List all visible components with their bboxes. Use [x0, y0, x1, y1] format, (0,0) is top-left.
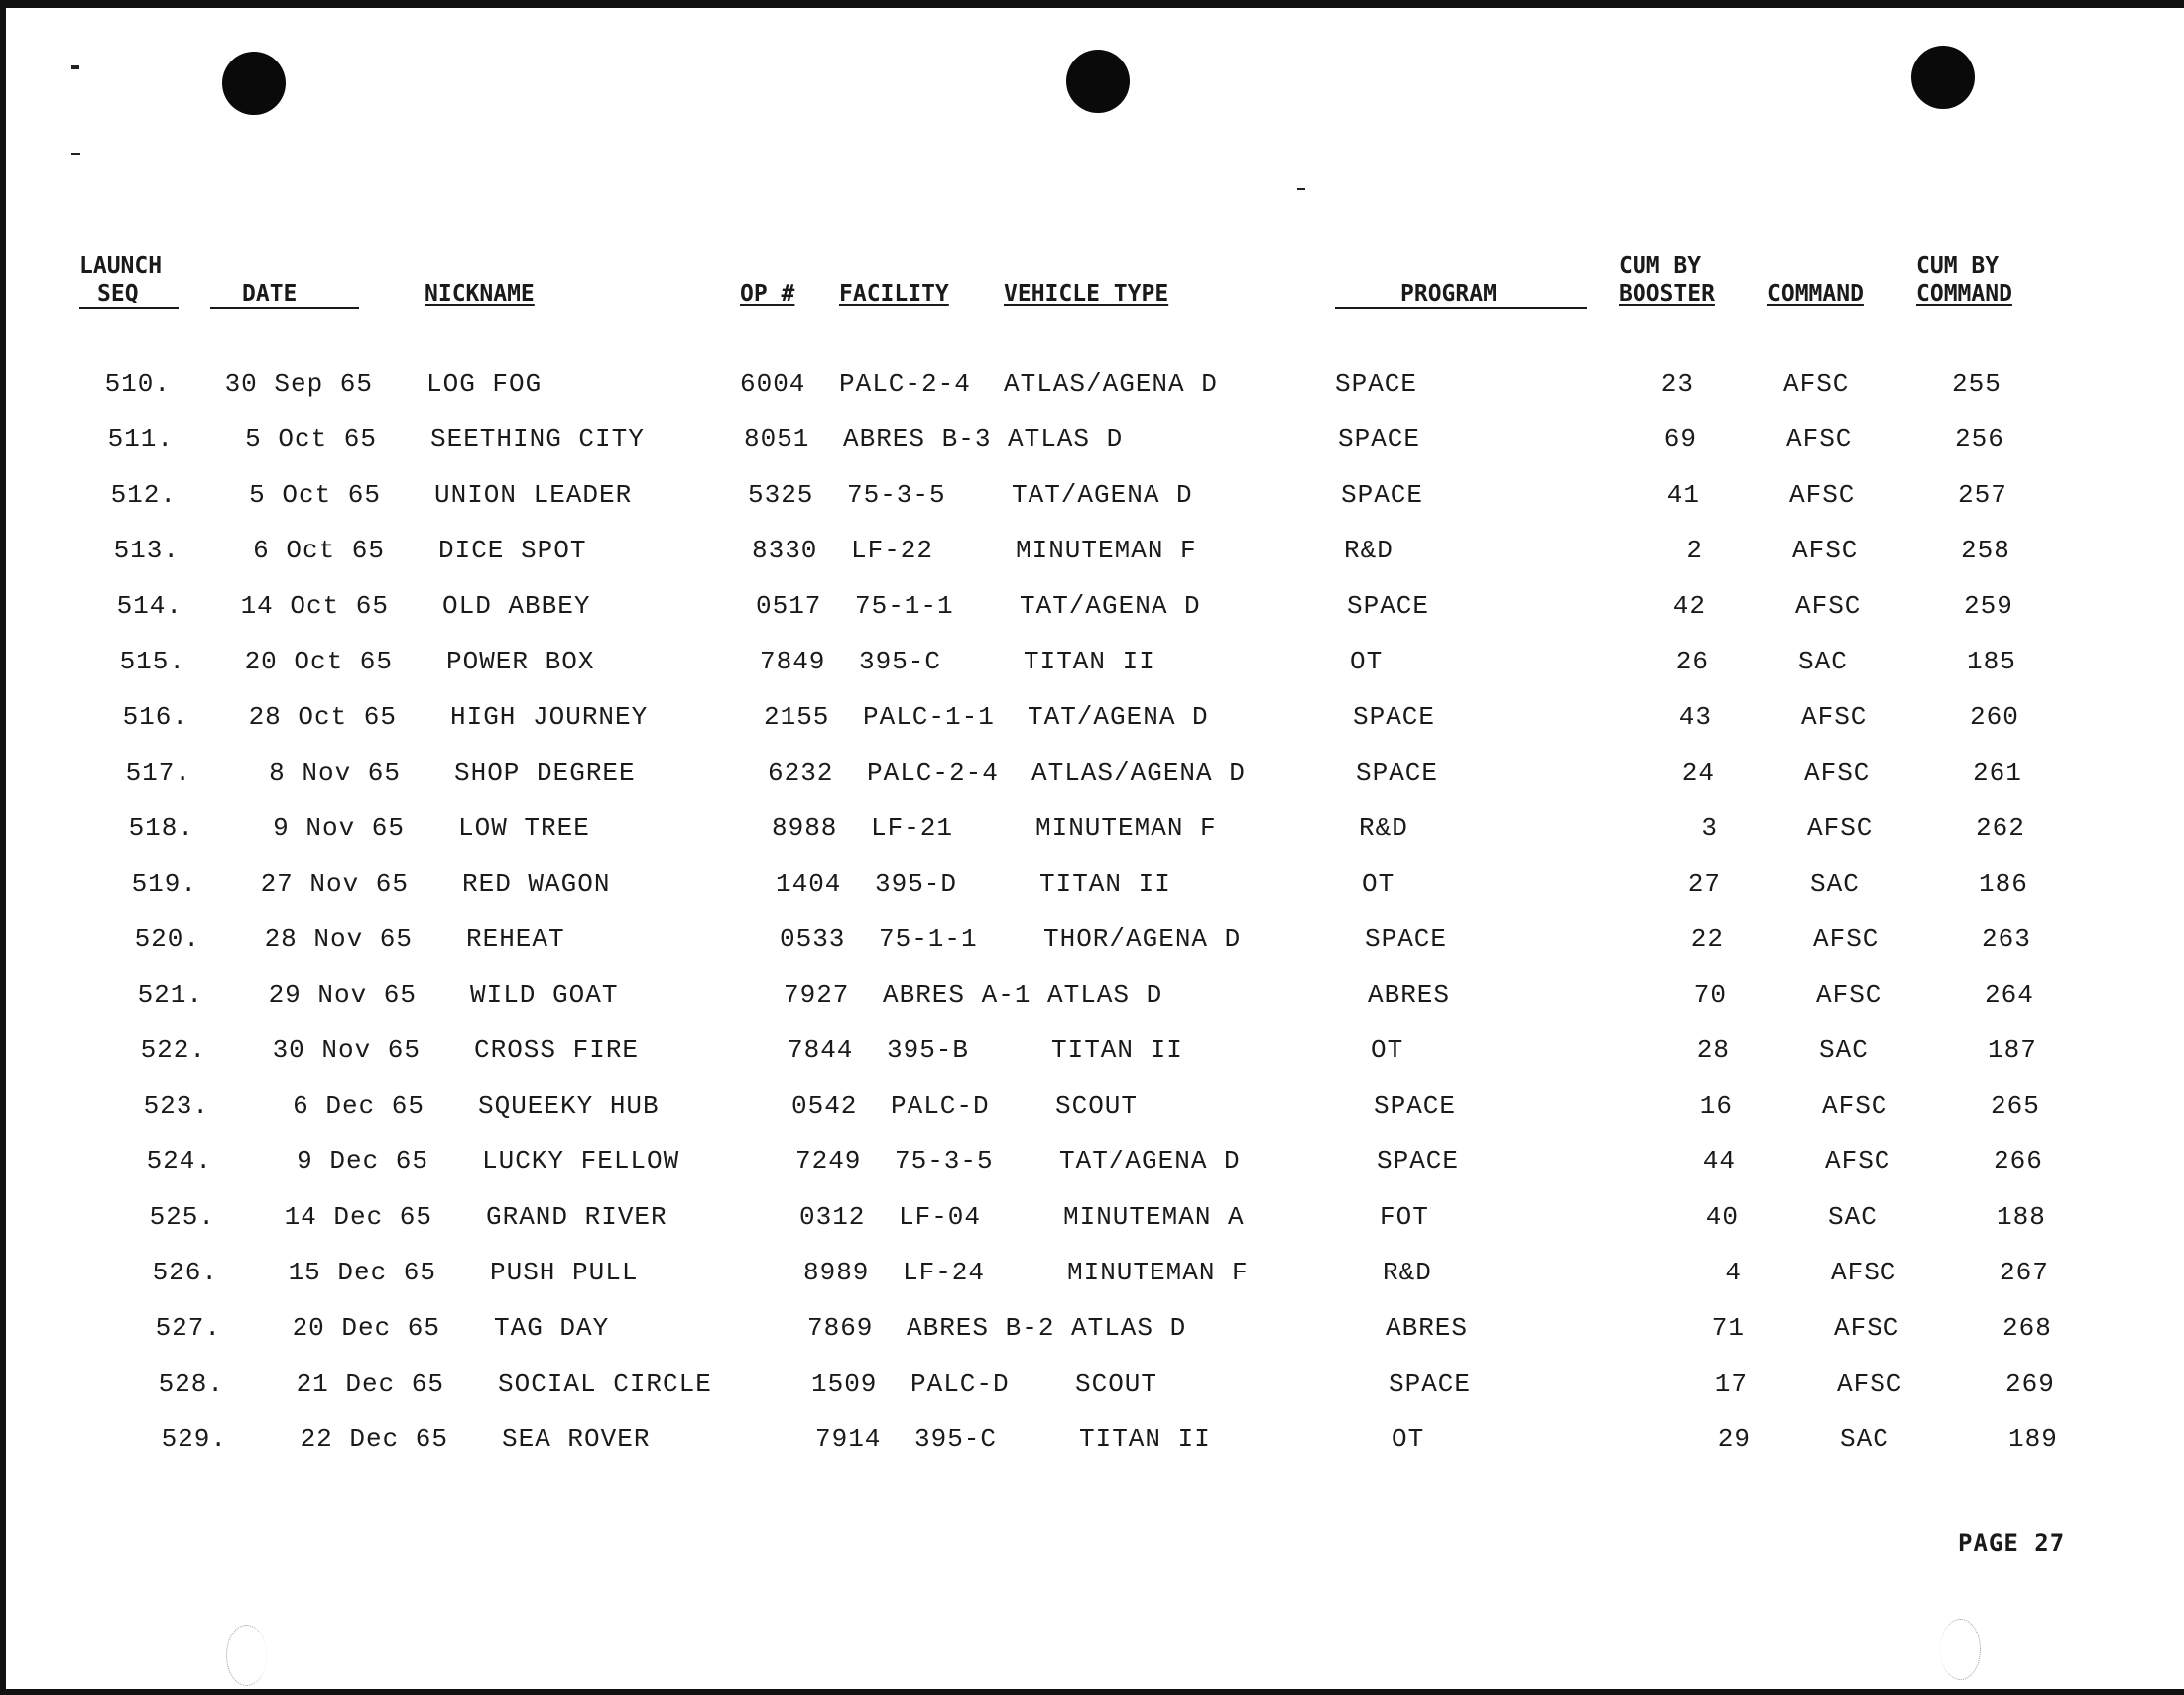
cell-op-number: 0517	[756, 591, 822, 621]
header-date: DATE	[242, 281, 298, 306]
cell-cum-by-command: 262	[1976, 813, 2025, 843]
cell-facility: 395-D	[875, 869, 958, 899]
cell-cum-by-command: 265	[1991, 1091, 2040, 1121]
cell-vehicle-type: TAT/AGENA D	[1028, 702, 1209, 732]
cell-nickname: CROSS FIRE	[474, 1035, 640, 1065]
cell-command: AFSC	[1831, 1258, 1897, 1287]
cell-nickname: LOW TREE	[458, 813, 590, 843]
table-row	[6, 423, 2184, 462]
cell-launch-seq: 523.	[143, 1091, 209, 1121]
cell-cum-by-command: 258	[1961, 536, 2010, 565]
cell-vehicle-type: TAT/AGENA D	[1020, 591, 1201, 621]
binding-arc-left	[226, 1625, 267, 1686]
cell-command: SAC	[1828, 1202, 1878, 1232]
cell-cum-by-command: 185	[1967, 647, 2016, 676]
cell-date: 27 Nov 65	[260, 869, 409, 899]
cell-op-number: 1404	[776, 869, 842, 899]
cell-program: ABRES	[1368, 980, 1451, 1010]
cell-facility: ABRES A-1	[883, 980, 1031, 1010]
cell-program: SPACE	[1356, 758, 1439, 787]
cell-op-number: 8989	[803, 1258, 870, 1287]
cell-op-number: 8051	[744, 424, 810, 454]
cell-date: 5 Oct 65	[245, 424, 377, 454]
cell-vehicle-type: TITAN II	[1024, 647, 1155, 676]
cell-cum-by-booster: 42	[1672, 591, 1706, 621]
cell-op-number: 2155	[764, 702, 830, 732]
cell-cum-by-booster: 2	[1686, 536, 1703, 565]
cell-nickname: HIGH JOURNEY	[450, 702, 649, 732]
cell-nickname: SHOP DEGREE	[454, 758, 636, 787]
cell-cum-by-booster: 23	[1660, 369, 1694, 399]
table-row	[6, 1200, 2184, 1240]
cell-command: AFSC	[1807, 813, 1874, 843]
cell-vehicle-type: SCOUT	[1075, 1369, 1158, 1398]
punch-hole-left	[222, 52, 286, 115]
cell-op-number: 7849	[760, 647, 826, 676]
cell-op-number: 7869	[807, 1313, 874, 1343]
cell-program: R&D	[1383, 1258, 1432, 1287]
cell-date: 21 Dec 65	[296, 1369, 444, 1398]
cell-cum-by-command: 255	[1952, 369, 2002, 399]
cell-op-number: 1509	[811, 1369, 878, 1398]
table-row	[6, 1367, 2184, 1406]
cell-vehicle-type: ATLAS/AGENA D	[1004, 369, 1218, 399]
cell-program: SPACE	[1338, 424, 1421, 454]
cell-date: 29 Nov 65	[268, 980, 417, 1010]
cell-vehicle-type: ATLAS D	[1008, 424, 1124, 454]
cell-vehicle-type: TITAN II	[1079, 1424, 1211, 1454]
table-row	[6, 645, 2184, 684]
binding-arc-right	[1940, 1619, 1981, 1680]
scan-speck	[71, 65, 79, 69]
cell-nickname: WILD GOAT	[470, 980, 619, 1010]
cell-launch-seq: 517.	[125, 758, 191, 787]
cell-nickname: TAG DAY	[494, 1313, 610, 1343]
cell-cum-by-booster: 71	[1711, 1313, 1745, 1343]
cell-program: SPACE	[1341, 480, 1424, 510]
cell-command: AFSC	[1795, 591, 1862, 621]
punch-hole-right	[1911, 46, 1975, 109]
cell-cum-by-command: 259	[1964, 591, 2013, 621]
cell-date: 20 Dec 65	[292, 1313, 440, 1343]
cell-command: AFSC	[1837, 1369, 1903, 1398]
cell-cum-by-booster: 3	[1701, 813, 1718, 843]
cell-cum-by-command: 261	[1973, 758, 2022, 787]
cell-command: AFSC	[1783, 369, 1850, 399]
cell-launch-seq: 524.	[146, 1147, 212, 1176]
cell-cum-by-booster: 40	[1705, 1202, 1739, 1232]
cell-cum-by-command: 257	[1958, 480, 2007, 510]
cell-facility: PALC-D	[910, 1369, 1010, 1398]
cell-facility: LF-22	[851, 536, 934, 565]
cell-date: 28 Nov 65	[264, 924, 413, 954]
cell-launch-seq: 519.	[131, 869, 197, 899]
header-vehicle-type: VEHICLE TYPE	[1004, 281, 1169, 306]
cell-op-number: 0533	[780, 924, 846, 954]
cell-launch-seq: 521.	[137, 980, 203, 1010]
cell-program: SPACE	[1365, 924, 1448, 954]
cell-program: R&D	[1344, 536, 1394, 565]
header-facility: FACILITY	[839, 281, 949, 306]
cell-command: SAC	[1819, 1035, 1869, 1065]
cell-nickname: UNION LEADER	[434, 480, 633, 510]
cell-nickname: DICE SPOT	[438, 536, 587, 565]
table-row	[6, 978, 2184, 1018]
cell-command: SAC	[1840, 1424, 1889, 1454]
cell-program: SPACE	[1389, 1369, 1472, 1398]
table-row	[6, 367, 2184, 407]
cell-program: SPACE	[1347, 591, 1430, 621]
cell-launch-seq: 528.	[158, 1369, 224, 1398]
cell-facility: 395-B	[887, 1035, 970, 1065]
cell-nickname: SOCIAL CIRCLE	[498, 1369, 712, 1398]
cell-nickname: SEA ROVER	[502, 1424, 651, 1454]
cell-vehicle-type: MINUTEMAN F	[1016, 536, 1197, 565]
cell-command: SAC	[1798, 647, 1848, 676]
scan-speck	[71, 153, 80, 155]
header-command: COMMAND	[1767, 281, 1864, 306]
cell-facility: PALC-2-4	[867, 758, 999, 787]
cell-facility: PALC-2-4	[839, 369, 971, 399]
cell-launch-seq: 520.	[134, 924, 200, 954]
cell-vehicle-type: TAT/AGENA D	[1059, 1147, 1241, 1176]
header-cum-by-booster: CUM BY BOOSTER	[1619, 253, 1715, 306]
cell-op-number: 5325	[748, 480, 814, 510]
punch-hole-center	[1066, 50, 1130, 113]
table-row	[6, 1256, 2184, 1295]
cell-cum-by-command: 263	[1982, 924, 2031, 954]
cell-nickname: RED WAGON	[462, 869, 611, 899]
cell-facility: PALC-D	[891, 1091, 990, 1121]
cell-date: 30 Nov 65	[272, 1035, 421, 1065]
cell-date: 6 Dec 65	[293, 1091, 425, 1121]
cell-facility: LF-04	[899, 1202, 982, 1232]
cell-nickname: LUCKY FELLOW	[482, 1147, 680, 1176]
cell-op-number: 7844	[788, 1035, 854, 1065]
cell-date: 22 Dec 65	[300, 1424, 448, 1454]
cell-program: OT	[1350, 647, 1384, 676]
cell-launch-seq: 525.	[149, 1202, 215, 1232]
cell-launch-seq: 516.	[122, 702, 188, 732]
cell-nickname: PUSH PULL	[490, 1258, 639, 1287]
cell-cum-by-booster: 16	[1699, 1091, 1733, 1121]
cell-cum-by-command: 188	[1997, 1202, 2046, 1232]
table-row	[6, 534, 2184, 573]
table-row	[6, 811, 2184, 851]
cell-cum-by-command: 186	[1979, 869, 2028, 899]
cell-program: OT	[1371, 1035, 1404, 1065]
cell-program: R&D	[1359, 813, 1408, 843]
header-rule-date	[210, 307, 359, 309]
table-row	[6, 1145, 2184, 1184]
cell-cum-by-booster: 69	[1663, 424, 1697, 454]
cell-op-number: 7927	[784, 980, 850, 1010]
table-row	[6, 756, 2184, 795]
header-program: PROGRAM	[1400, 281, 1497, 306]
cell-program: ABRES	[1386, 1313, 1469, 1343]
cell-cum-by-booster: 27	[1687, 869, 1721, 899]
cell-command: AFSC	[1786, 424, 1853, 454]
cell-op-number: 7249	[795, 1147, 862, 1176]
cell-cum-by-command: 269	[2005, 1369, 2055, 1398]
cell-cum-by-booster: 44	[1702, 1147, 1736, 1176]
cell-cum-by-booster: 29	[1717, 1424, 1751, 1454]
cell-cum-by-command: 268	[2002, 1313, 2052, 1343]
cell-op-number: 6232	[768, 758, 834, 787]
table-row	[6, 700, 2184, 740]
cell-cum-by-booster: 43	[1678, 702, 1712, 732]
cell-program: OT	[1392, 1424, 1425, 1454]
page-number: PAGE 27	[1958, 1529, 2066, 1557]
cell-facility: 395-C	[914, 1424, 998, 1454]
cell-nickname: REHEAT	[466, 924, 565, 954]
cell-vehicle-type: SCOUT	[1055, 1091, 1139, 1121]
cell-program: OT	[1362, 869, 1395, 899]
cell-cum-by-command: 264	[1985, 980, 2034, 1010]
cell-facility: LF-21	[871, 813, 954, 843]
cell-command: AFSC	[1792, 536, 1859, 565]
cell-command: AFSC	[1822, 1091, 1888, 1121]
cell-cum-by-command: 267	[2000, 1258, 2049, 1287]
table-row	[6, 867, 2184, 907]
cell-date: 6 Oct 65	[253, 536, 385, 565]
cell-vehicle-type: ATLAS D	[1071, 1313, 1187, 1343]
cell-cum-by-command: 256	[1955, 424, 2004, 454]
cell-date: 20 Oct 65	[244, 647, 393, 676]
cell-nickname: POWER BOX	[446, 647, 595, 676]
cell-command: AFSC	[1816, 980, 1882, 1010]
cell-cum-by-booster: 26	[1675, 647, 1709, 676]
cell-program: SPACE	[1377, 1147, 1460, 1176]
cell-cum-by-booster: 24	[1681, 758, 1715, 787]
cell-nickname: SEETHING CITY	[430, 424, 645, 454]
cell-vehicle-type: TITAN II	[1039, 869, 1171, 899]
cell-facility: 75-1-1	[879, 924, 978, 954]
cell-command: AFSC	[1825, 1147, 1891, 1176]
cell-cum-by-booster: 4	[1725, 1258, 1742, 1287]
cell-vehicle-type: MINUTEMAN A	[1063, 1202, 1245, 1232]
cell-program: FOT	[1380, 1202, 1429, 1232]
table-row	[6, 1089, 2184, 1129]
table-row	[6, 589, 2184, 629]
cell-cum-by-booster: 41	[1666, 480, 1700, 510]
cell-vehicle-type: THOR/AGENA D	[1043, 924, 1242, 954]
cell-cum-by-booster: 17	[1714, 1369, 1748, 1398]
cell-nickname: GRAND RIVER	[486, 1202, 667, 1232]
cell-date: 30 Sep 65	[224, 369, 373, 399]
cell-facility: LF-24	[903, 1258, 986, 1287]
header-rule-launch-seq	[79, 307, 179, 309]
cell-command: SAC	[1810, 869, 1860, 899]
cell-launch-seq: 510.	[104, 369, 171, 399]
cell-vehicle-type: MINUTEMAN F	[1035, 813, 1217, 843]
cell-vehicle-type: ATLAS/AGENA D	[1031, 758, 1246, 787]
cell-cum-by-command: 189	[2008, 1424, 2058, 1454]
cell-nickname: OLD ABBEY	[442, 591, 591, 621]
table-row	[6, 1311, 2184, 1351]
cell-vehicle-type: TAT/AGENA D	[1012, 480, 1193, 510]
scan-speck	[1297, 188, 1305, 190]
cell-command: AFSC	[1789, 480, 1856, 510]
cell-facility: ABRES B-3	[843, 424, 992, 454]
cell-launch-seq: 513.	[113, 536, 180, 565]
cell-vehicle-type: TITAN II	[1051, 1035, 1183, 1065]
cell-nickname: LOG FOG	[426, 369, 543, 399]
cell-cum-by-command: 260	[1970, 702, 2019, 732]
cell-launch-seq: 511.	[107, 424, 174, 454]
cell-launch-seq: 522.	[140, 1035, 206, 1065]
cell-cum-by-booster: 22	[1690, 924, 1724, 954]
header-nickname: NICKNAME	[425, 281, 535, 306]
table-row	[6, 1422, 2184, 1462]
cell-facility: ABRES B-2	[907, 1313, 1055, 1343]
cell-program: SPACE	[1335, 369, 1418, 399]
cell-program: SPACE	[1353, 702, 1436, 732]
cell-facility: 75-1-1	[855, 591, 954, 621]
cell-command: AFSC	[1813, 924, 1880, 954]
header-op-number: OP #	[740, 281, 795, 306]
cell-launch-seq: 514.	[116, 591, 182, 621]
cell-vehicle-type: MINUTEMAN F	[1067, 1258, 1249, 1287]
cell-facility: 75-3-5	[847, 480, 946, 510]
cell-launch-seq: 527.	[155, 1313, 221, 1343]
table-row	[6, 1033, 2184, 1073]
cell-facility: PALC-1-1	[863, 702, 995, 732]
cell-cum-by-command: 187	[1988, 1035, 2037, 1065]
header-rule-program	[1335, 307, 1587, 309]
cell-command: AFSC	[1834, 1313, 1900, 1343]
cell-launch-seq: 526.	[152, 1258, 218, 1287]
cell-launch-seq: 512.	[110, 480, 177, 510]
header-cum-by-command: CUM BY COMMAND	[1916, 253, 2012, 306]
cell-date: 8 Nov 65	[269, 758, 401, 787]
table-row	[6, 478, 2184, 518]
cell-cum-by-booster: 28	[1696, 1035, 1730, 1065]
cell-op-number: 0542	[791, 1091, 858, 1121]
cell-op-number: 7914	[815, 1424, 882, 1454]
cell-op-number: 0312	[799, 1202, 866, 1232]
cell-date: 28 Oct 65	[248, 702, 397, 732]
cell-nickname: SQUEEKY HUB	[478, 1091, 660, 1121]
cell-vehicle-type: ATLAS D	[1047, 980, 1163, 1010]
cell-cum-by-booster: 70	[1693, 980, 1727, 1010]
cell-command: AFSC	[1801, 702, 1868, 732]
cell-op-number: 8988	[772, 813, 838, 843]
cell-date: 9 Nov 65	[273, 813, 405, 843]
cell-op-number: 6004	[740, 369, 806, 399]
cell-launch-seq: 529.	[161, 1424, 227, 1454]
header-launch-seq: LAUNCH SEQ	[79, 253, 163, 306]
cell-facility: 75-3-5	[895, 1147, 994, 1176]
cell-date: 14 Oct 65	[240, 591, 389, 621]
cell-date: 9 Dec 65	[297, 1147, 428, 1176]
cell-launch-seq: 515.	[119, 647, 185, 676]
cell-op-number: 8330	[752, 536, 818, 565]
cell-facility: 395-C	[859, 647, 942, 676]
cell-date: 5 Oct 65	[249, 480, 381, 510]
table-row	[6, 922, 2184, 962]
cell-launch-seq: 518.	[128, 813, 194, 843]
cell-date: 15 Dec 65	[288, 1258, 436, 1287]
cell-date: 14 Dec 65	[284, 1202, 432, 1232]
cell-program: SPACE	[1374, 1091, 1457, 1121]
cell-command: AFSC	[1804, 758, 1871, 787]
cell-cum-by-command: 266	[1994, 1147, 2043, 1176]
